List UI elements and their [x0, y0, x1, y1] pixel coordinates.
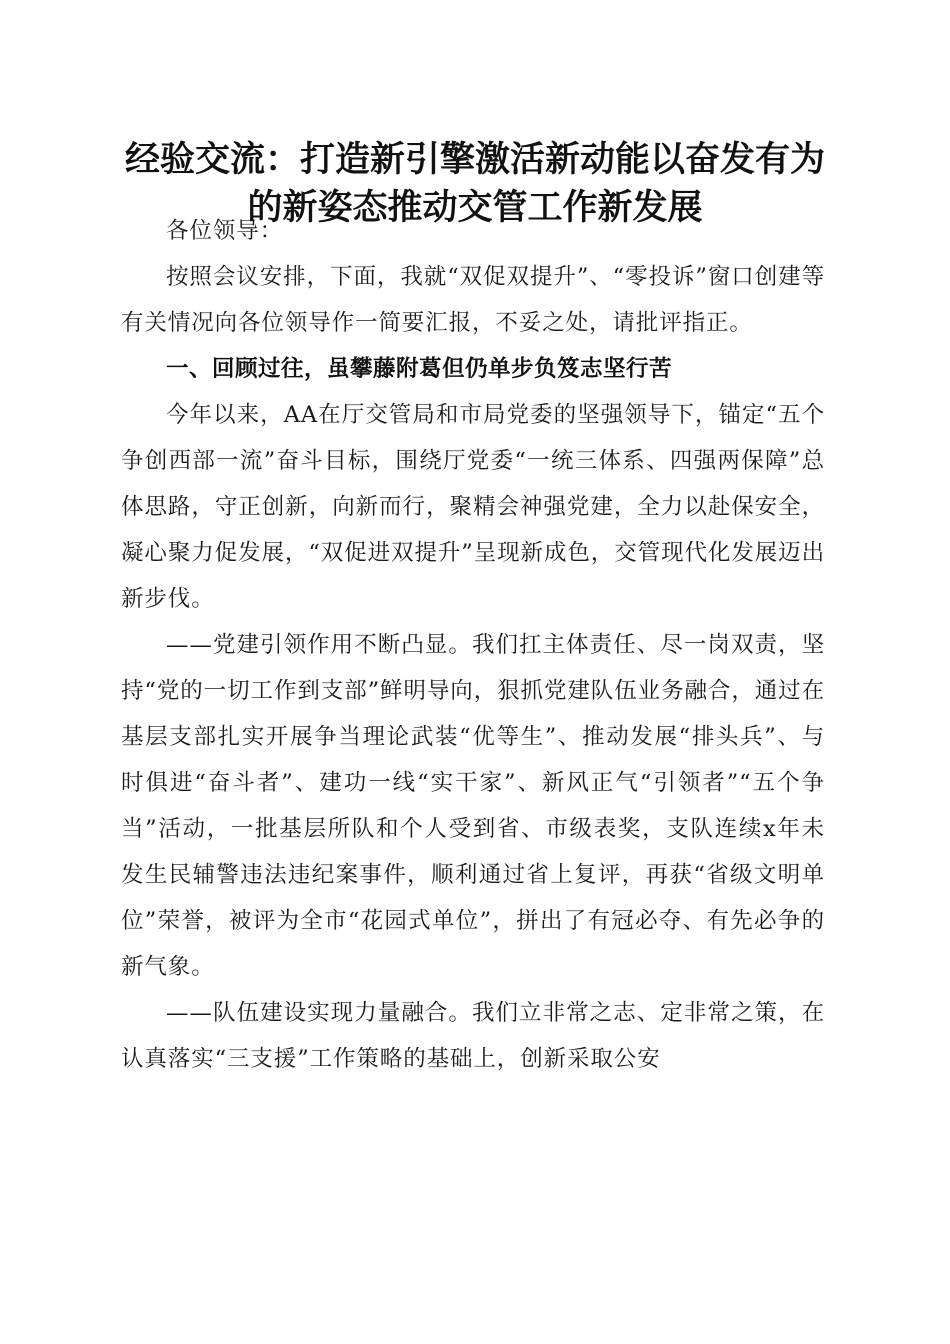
intro-paragraph: 按照会议安排，下面，我就“双促双提升”、“零投诉”窗口创建等有关情况向各位领导作一简要汇报，不妥之处，请批评指正。 [121, 264, 825, 336]
section-1-heading: 一、回顾过往，虽攀藤附葛但仍单步负笈志坚行苦 [166, 356, 673, 382]
salutation: 各位领导： [166, 218, 284, 244]
title-line-2: 的新姿态推动交管工作新发展 [247, 188, 703, 228]
paragraph-3: ——队伍建设实现力量融合。我们立非常之志、定非常之策，在认真落实“三支援”工作策略的基础上，创新采取公安 [121, 1000, 825, 1072]
paragraph-1: 今年以来，AA在厅交管局和市局党委的坚强领导下，锚定“五个争创西部一流”奋斗目标，围绕厅党委“一统三体系、四强两保障”总体思路，守正创新，向新而行，聚精会神强党建，全力以赴保安全，凝心聚力促发展，“双促进双提升”呈现新成色，交管现代化发展迈出新步伐。 [121, 402, 825, 612]
document-body [121, 208, 825, 1082]
title-line-1: 经验交流：打造新引擎激活新动能以奋发有为 [124, 140, 825, 180]
paragraph-2: ——党建引领作用不断凸显。我们扛主体责任、尽一岗双责，坚持“党的一切工作到支部”鲜明导向，狠抓党建队伍业务融合，通过在基层支部扎实开展争当理论武装“优等生”、推动发展“排头兵”、与时俱进“奋斗者”、建功一线“实干家”、新风正气“引领者”“五个争当”活动，一批基层所队和个人受到省、市级表奖，支队连续x年未发生民辅警违法违纪案事件，顺利通过省上复评，再获“省级文明单位”荣誉，被评为全市“花园式单位”，拼出了有冠必夺、有先必争的新气象。 [121, 632, 825, 980]
